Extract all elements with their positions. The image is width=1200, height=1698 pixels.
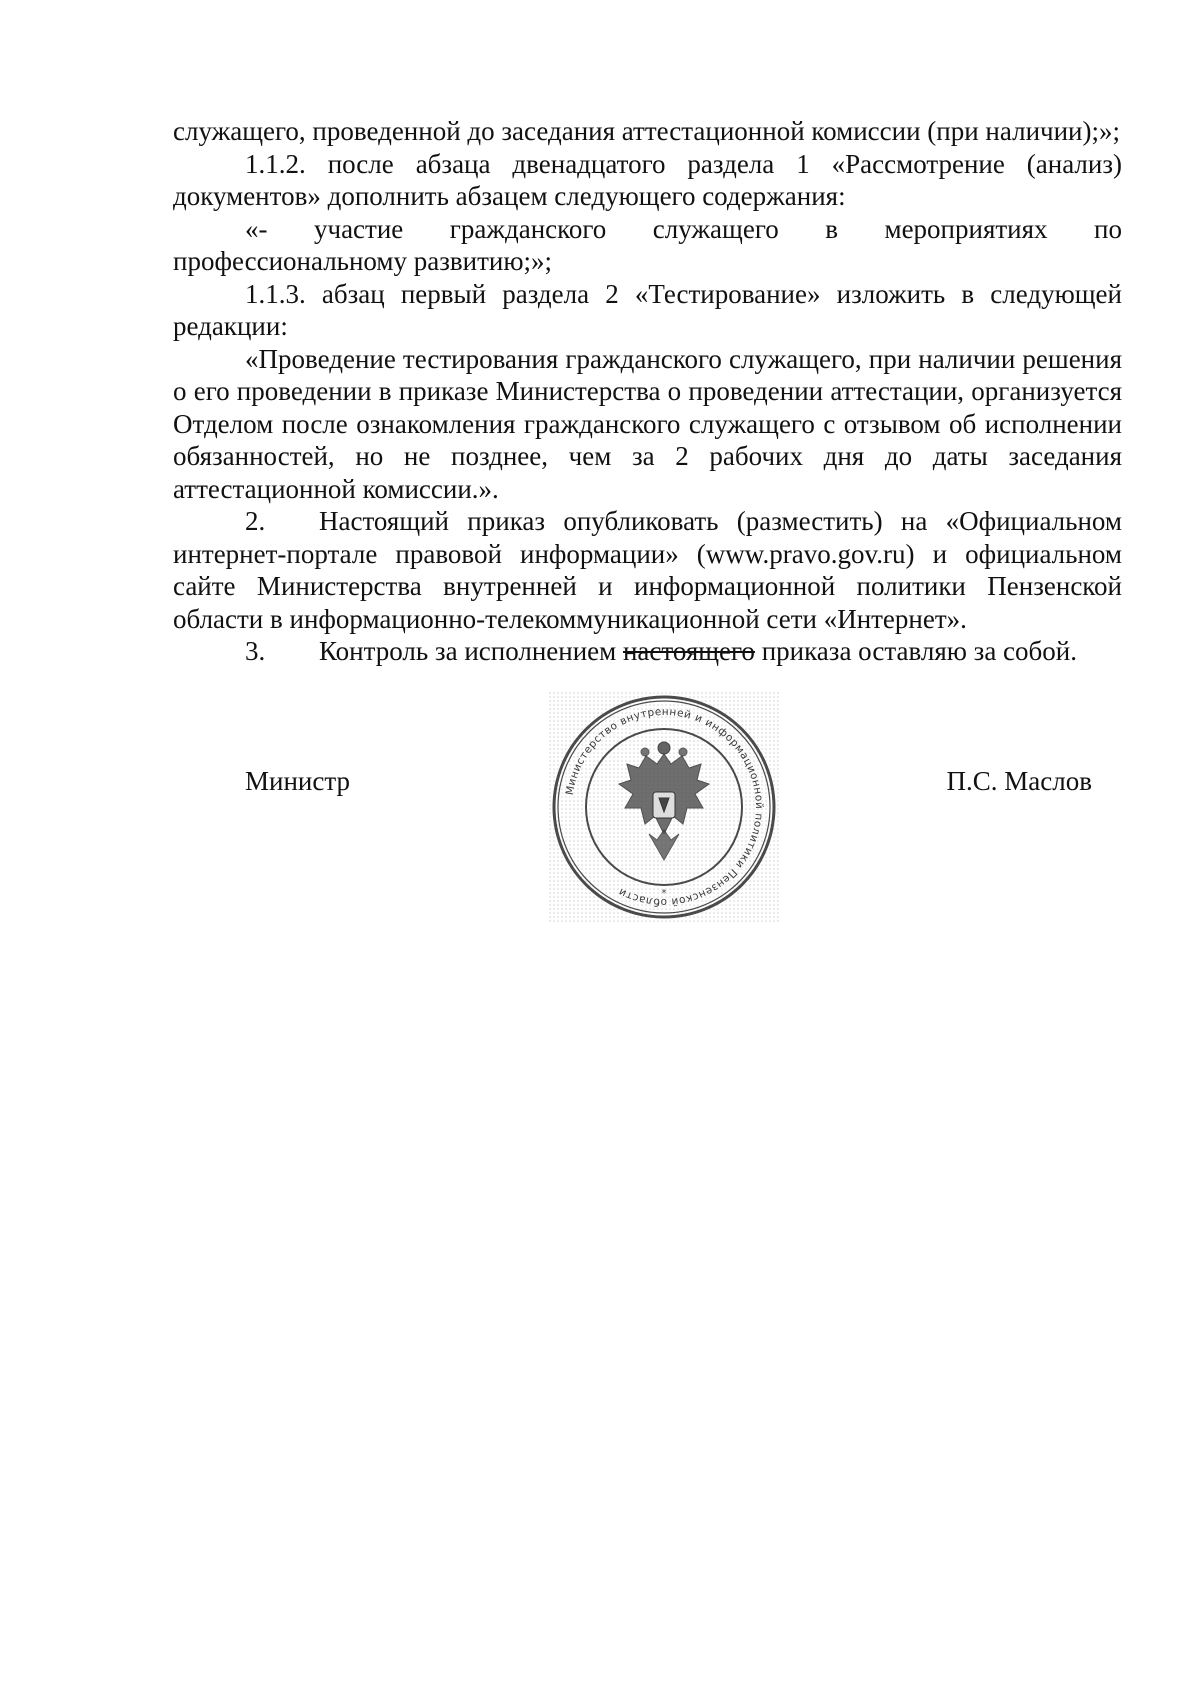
item-3	[173, 635, 1122, 668]
paragraph-1-1-2: 1.1.2. после абзаца двенадцатого раздела 1 «Рассмотрение (анализ) документов» дополнить абзацем следующего содержания:	[173, 148, 1122, 211]
signatory-title: Министр	[245, 766, 350, 796]
item-2-number: 2.	[245, 506, 266, 536]
item-3-text-after: приказа оставляю за собой.	[754, 636, 1077, 666]
official-stamp-image	[541, 684, 787, 930]
official-stamp	[541, 684, 787, 930]
item-3-text-before: Контроль за исполнением	[319, 636, 623, 666]
item-2-text: Настоящий приказ опубликовать (разместить) на «Официальном интернет-портале правовой информации» (www.pravo.gov.ru) и официальном сайте Министерства внутренней и информационной политики Пензенской области в информационно-телекоммуникационной сети «Интернет».	[173, 506, 1122, 634]
paragraph-testing-text: «Проведение тестирования гражданского служащего, при наличии решения о его проведении в приказе Министерства о проведении аттестации, организуется Отделом после ознакомления гражданского служащего с отзывом об исполнении обязанностей, но не позднее, чем за 2 рабочих дня до даты заседания аттестационной комиссии.».	[173, 343, 1122, 504]
document-body	[173, 115, 1122, 668]
signatory-name: П.С. Маслов	[946, 766, 1092, 796]
item-2	[173, 505, 1122, 635]
item-3-number: 3.	[245, 636, 266, 666]
svg-text:Министерство внутренней и инфо: Министерство внутренней и информационной политики Пензенской области	[563, 705, 766, 909]
paragraph-1-1-3: 1.1.3. абзац первый раздела 2 «Тестирование» изложить в следующей редакции:	[173, 278, 1122, 341]
item-3-struck-text: настоящего	[622, 636, 755, 666]
paragraph-quoted-addition: «- участие гражданского служащего в мероприятиях по профессиональному развитию;»;	[173, 213, 1122, 276]
svg-text:*: *	[661, 888, 667, 899]
paragraph-continuation: служащего, проведенной до заседания аттестационной комиссии (при наличии);»;	[173, 116, 1120, 146]
